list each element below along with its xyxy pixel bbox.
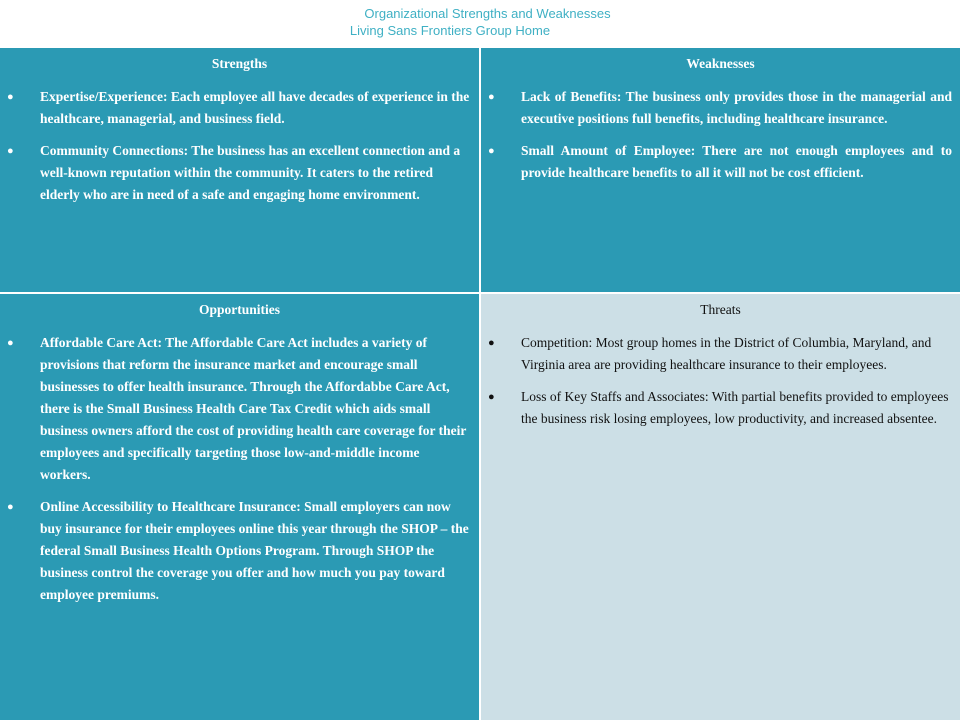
list-item-text: Affordable Care Act: The Affordable Care Act includes a variety of provisions that reform the insurance market and encourage small businesses to offer health insurance. Through the Affordabbe Care Act, there is the Small Business Health Care Tax Credit which aids small business owners afford the cost of providing health care coverage for their employees and specifically targeting those low-and-middle income workers. — [40, 335, 467, 482]
weaknesses-heading: Weaknesses — [686, 56, 755, 71]
list-item-text: Small Amount of Employee: There are not enough employees and to provide healthcare benefits to all it will not be cost efficient. — [521, 143, 952, 180]
weaknesses-list — [481, 86, 960, 184]
threats-cell — [481, 294, 960, 720]
list-item — [7, 86, 471, 130]
bullet-icon: ● — [7, 91, 14, 103]
list-item — [7, 496, 471, 606]
list-item — [488, 386, 952, 430]
list-item — [7, 140, 471, 206]
opportunities-heading: Opportunities — [198, 302, 280, 317]
slide-subtitle: Living Sans Frontiers Group Home — [349, 23, 551, 38]
list-item-text: Lack of Benefits: The business only provides those in the managerial and executive positions full benefits, including healthcare insurance. — [521, 89, 952, 126]
list-item-text: Competition: Most group homes in the District of Columbia, Maryland, and Virginia area are providing healthcare insurance to their employees. — [521, 335, 932, 372]
vertical-divider — [479, 48, 481, 720]
horizontal-divider — [0, 292, 960, 294]
opportunities-list — [0, 332, 479, 606]
bullet-icon: ● — [488, 391, 495, 403]
strengths-heading: Strengths — [211, 56, 268, 71]
list-item-text: Community Connections: The business has an excellent connection and a well-known reputation within the community. It caters to the retired elderly who are in need of a safe and engaging home environment. — [40, 143, 461, 202]
list-item — [488, 86, 952, 130]
list-item — [7, 332, 471, 486]
list-item-text: Online Accessibility to Healthcare Insurance: Small employers can now buy insurance for their employees online this year through the SHOP – the federal Small Business Health Options Program. Through SHOP the business control the coverage you offer and how much you pay toward employee premiums. — [40, 499, 469, 602]
swot-table — [0, 48, 960, 720]
bullet-icon: ● — [488, 145, 495, 157]
strengths-list — [0, 86, 479, 206]
threats-heading: Threats — [700, 302, 741, 317]
weaknesses-cell — [481, 48, 960, 292]
opportunities-cell — [0, 294, 479, 720]
strengths-cell — [0, 48, 479, 292]
bullet-icon: ● — [7, 337, 14, 349]
threats-list — [481, 332, 960, 430]
list-item-text: Loss of Key Staffs and Associates: With partial benefits provided to employees the business risk losing employees, low productivity, and increased absentee. — [521, 389, 949, 426]
bullet-icon: ● — [488, 337, 495, 349]
bullet-icon: ● — [7, 145, 14, 157]
list-item-text: Expertise/Experience: Each employee all have decades of experience in the healthcare, managerial, and business field. — [40, 89, 470, 126]
list-item — [488, 332, 952, 376]
bullet-icon: ● — [488, 91, 495, 103]
list-item — [488, 140, 952, 184]
slide-header — [0, 0, 960, 48]
bullet-icon: ● — [7, 501, 14, 513]
slide-title: Organizational Strengths and Weaknesses — [364, 6, 611, 21]
